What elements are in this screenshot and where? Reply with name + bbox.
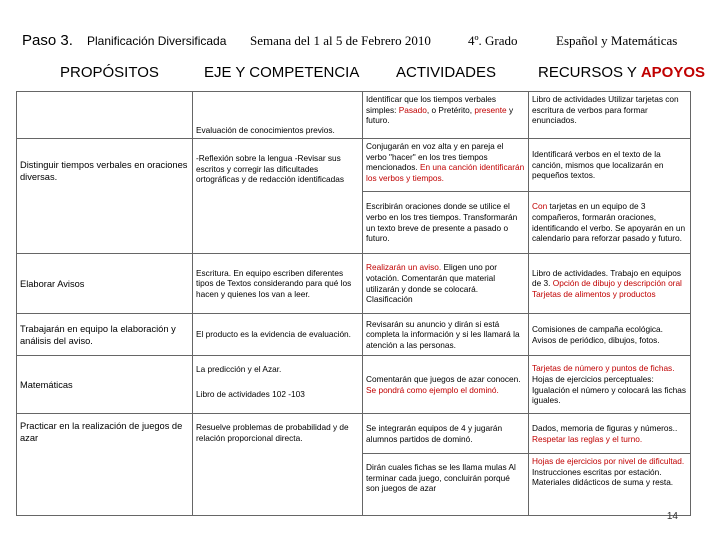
cell-text: Escribirán oraciones donde se utilice el verbo en los tres tiempos. Transformarán un texto breve de presente a pasado o futuro. [366,201,518,244]
header [0,0,720,60]
cell-text: Dados, memoria de figuras y números.. [532,422,678,433]
week-label: Semana del 1 al 5 de Febrero 2010 [250,33,431,48]
cell-recursos [529,192,691,254]
cell-text: Elaborar Avisos [20,278,85,289]
cell-text: Libro de actividades 102 -103 [196,388,305,399]
cell-text: Identificará verbos en el texto de la canción, mismos que localizarán en pequeños textos. [532,149,664,181]
cell-recursos [529,254,691,314]
cell-text: Libro de actividades. Trabajo en equipos de 3. [532,267,681,289]
cell-text-highlight: Pasado [398,104,427,115]
cell-propositos [17,414,193,516]
cell-recursos [529,454,691,516]
cell-recursos [529,314,691,356]
cell-text: , o Pretérito, [426,104,475,115]
cell-text-highlight: Realizarán un aviso. [366,262,442,273]
cell-actividades [363,92,529,139]
cell-text: Matemáticas [20,379,73,390]
cell-text: Distinguir tiempos verbales en oraciones diversas. [20,160,188,182]
cell-text-highlight: Opción de dibujo y descripción oral Tarjetas de alimentos y productos [532,278,682,299]
cell-propositos [17,139,193,254]
cell-eje [193,356,363,414]
cell-text: Comentarán que juegos de azar conocen. [366,373,521,384]
heading-recursos-text: RECURSOS Y [538,64,637,81]
heading-recursos [538,64,705,81]
cell-eje [193,92,363,139]
grade-label: 4º. Grado [468,33,518,48]
cell-text-highlight: presente [474,104,507,115]
cell-text: Revisarán su anuncio y dirán si está completa la información y si les llamará la atención a las personas. [366,318,520,350]
paso-label: Paso 3. [22,32,73,49]
cell-text: Libro de actividades Utilizar tarjetas con escritura de verbos para formar enunciados. [532,94,679,126]
cell-text: La predicción y el Azar. [196,364,282,374]
cell-text: Escritura. En equipo escriben diferentes tipos de Textos considerando para qué los hacen y quienes los van a leer. [196,267,352,299]
cell-actividades [363,139,529,192]
cell-text: -Reflexión sobre la lengua -Revisar sus escritos y corregir las dificultades ortográficas y de redacción identificadas [196,153,345,185]
cell-propositos [17,92,193,139]
cell-text-highlight: Se pondrá como ejemplo el dominó. [366,384,499,395]
cell-text-highlight: Respetar las reglas y el turno. [532,433,643,444]
cell-actividades [363,414,529,454]
cell-text-highlight: En una canción identificarán los verbos y tiempos. [366,162,525,183]
subject-label: Español y Matemáticas [556,33,678,48]
cell-recursos [529,92,691,139]
table-row [17,356,691,414]
table-row [17,254,691,314]
heading-eje: EJE Y COMPETENCIA [204,64,360,81]
cell-actividades [363,314,529,356]
page-number: 14 [666,511,678,522]
cell-text: tarjetas en un equipo de 3 compañeros, formarán oraciones, identificando el verbo. Se apoyarán en un calendario para reforzar pasado y futuro. [532,201,686,244]
column-headings [0,62,720,88]
cell-eje [193,139,363,254]
cell-eje [193,254,363,314]
cell-propositos [17,356,193,414]
cell-text: Eligen uno por votación. Comentarán que material utilizarán y donde se colocará. Clasificación [366,262,498,305]
cell-text: Dirán cuales fichas se les llama mulas Al terminar cada juego, concluirán porqué son juegos de azar [366,462,516,494]
cell-text: Conjugarán en voz alta y en pareja el verbo "hacer" en los tres tiempos mencionados. [366,141,504,173]
cell-text: Hojas de ejercicios perceptuales: Igualación el número y colocará las fichas iguales. [532,373,687,406]
cell-eje [193,314,363,356]
cell-text-highlight: Con [532,201,548,212]
table-row [17,139,691,192]
cell-text: El producto es la evidencia de evaluación. [196,329,351,340]
cell-text: Identificar que los tiempos verbales simples: [366,94,497,115]
cell-propositos [17,314,193,356]
heading-apoyos-text: APOYOS [640,64,706,81]
cell-recursos [529,356,691,414]
document-title: Planificación Diversificada [87,34,227,48]
cell-text-highlight: Tarjetas de número y puntos de fichas. [532,363,675,374]
cell-recursos [529,139,691,192]
table-row [17,92,691,139]
heading-actividades: ACTIVIDADES [396,64,497,81]
cell-text: Se integrarán equipos de 4 y jugarán alumnos partidos de dominó. [366,422,503,444]
cell-propositos [17,254,193,314]
cell-text-highlight: Hojas de ejercicios por nivel de dificultad. [532,456,685,466]
cell-eje [193,414,363,516]
cell-text: Practicar en la realización de juegos de azar [20,421,183,443]
cell-text: y futuro. [366,104,514,126]
heading-propositos: PROPÓSITOS [60,64,159,81]
cell-text: Trabajarán en equipo la elaboración y análisis del aviso. [20,323,176,346]
cell-actividades [363,254,529,314]
cell-recursos [529,414,691,454]
table-row [17,414,691,454]
cell-actividades [363,454,529,516]
cell-actividades [363,356,529,414]
cell-text: Instrucciones escritas por estación. Materiales didácticos de suma y resta. [532,466,674,488]
planning-table [16,91,691,516]
cell-actividades [363,192,529,254]
cell-text: Comisiones de campaña ecológica. Avisos de periódico, dibujos, fotos. [532,323,663,345]
table-row [17,314,691,356]
cell-text: Resuelve problemas de probabilidad y de relación proporcional directa. [196,422,349,443]
cell-text: Evaluación de conocimientos previos. [196,125,335,136]
